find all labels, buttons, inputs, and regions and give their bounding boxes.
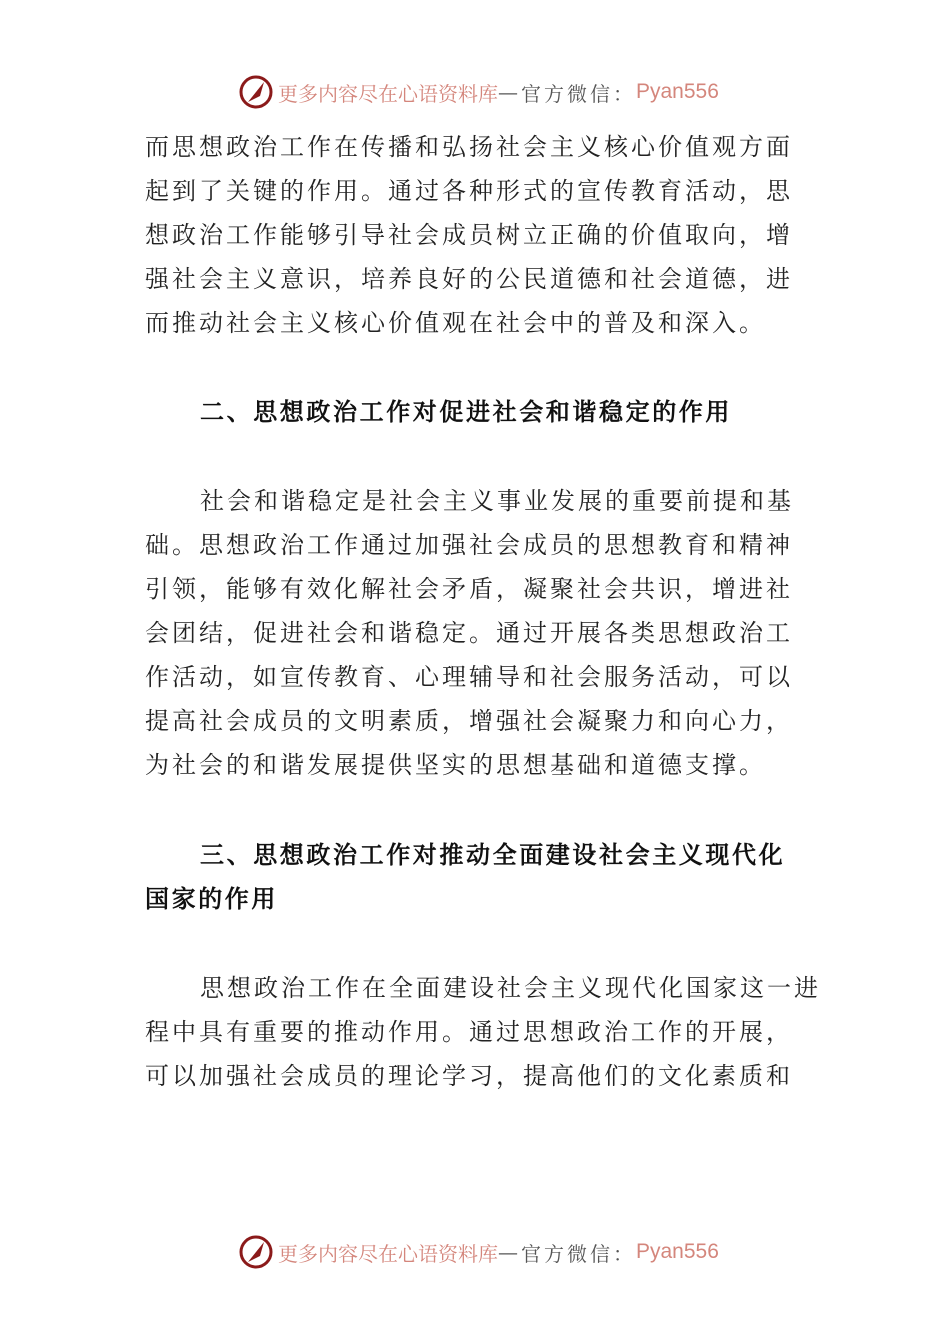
text-line: 想政治工作能够引导社会成员树立正确的价值取向，增 — [145, 221, 793, 249]
header-banner — [238, 72, 719, 112]
banner-brand: 更多内容尽在心语资料库 — [278, 81, 498, 106]
text-line: 强社会主义意识，培养良好的公民道德和社会道德，进 — [145, 265, 793, 293]
text-line: 而推动社会主义核心价值观在社会中的普及和深入。 — [145, 309, 766, 337]
text-line: 而思想政治工作在传播和弘扬社会主义核心价值观方面 — [145, 133, 793, 161]
quill-logo-icon — [238, 74, 274, 110]
text-line: 为社会的和谐发展提供坚实的思想基础和道德支撑。 — [145, 751, 766, 779]
text-line: 引领，能够有效化解社会矛盾，凝聚社会共识，增进社 — [145, 575, 793, 603]
quill-logo-icon — [238, 1234, 274, 1270]
text-line: 可以加强社会成员的理论学习，提高他们的文化素质和 — [145, 1062, 793, 1090]
banner-wechat-id: Pyan556 — [636, 80, 719, 103]
banner-wechat-label: 官方微信： — [521, 81, 636, 106]
banner-dash: — — [498, 1240, 521, 1264]
text-line: 起到了关键的作用。通过各种形式的宣传教育活动，思 — [145, 177, 793, 205]
footer-banner — [238, 1232, 719, 1272]
text-line: 作活动，如宣传教育、心理辅导和社会服务活动，可以 — [145, 663, 793, 691]
text-line: 思想政治工作在全面建设社会主义现代化国家这一进 — [200, 974, 821, 1002]
banner-wechat-label: 官方微信： — [521, 1241, 636, 1266]
banner-wechat-id: Pyan556 — [636, 1240, 719, 1263]
heading-line: 国家的作用 — [145, 885, 278, 913]
text-line: 社会和谐稳定是社会主义事业发展的重要前提和基 — [200, 487, 794, 515]
heading-line: 三、思想政治工作对推动全面建设社会主义现代化 — [200, 841, 786, 869]
banner-dash: — — [498, 80, 521, 104]
text-line: 会团结，促进社会和谐稳定。通过开展各类思想政治工 — [145, 619, 793, 647]
banner-brand: 更多内容尽在心语资料库 — [278, 1241, 498, 1266]
text-line: 提高社会成员的文明素质，增强社会凝聚力和向心力， — [145, 707, 793, 735]
section-heading-2: 二、思想政治工作对促进社会和谐稳定的作用 — [200, 398, 732, 426]
text-line: 程中具有重要的推动作用。通过思想政治工作的开展， — [145, 1018, 793, 1046]
text-line: 础。思想政治工作通过加强社会成员的思想教育和精神 — [145, 531, 793, 559]
